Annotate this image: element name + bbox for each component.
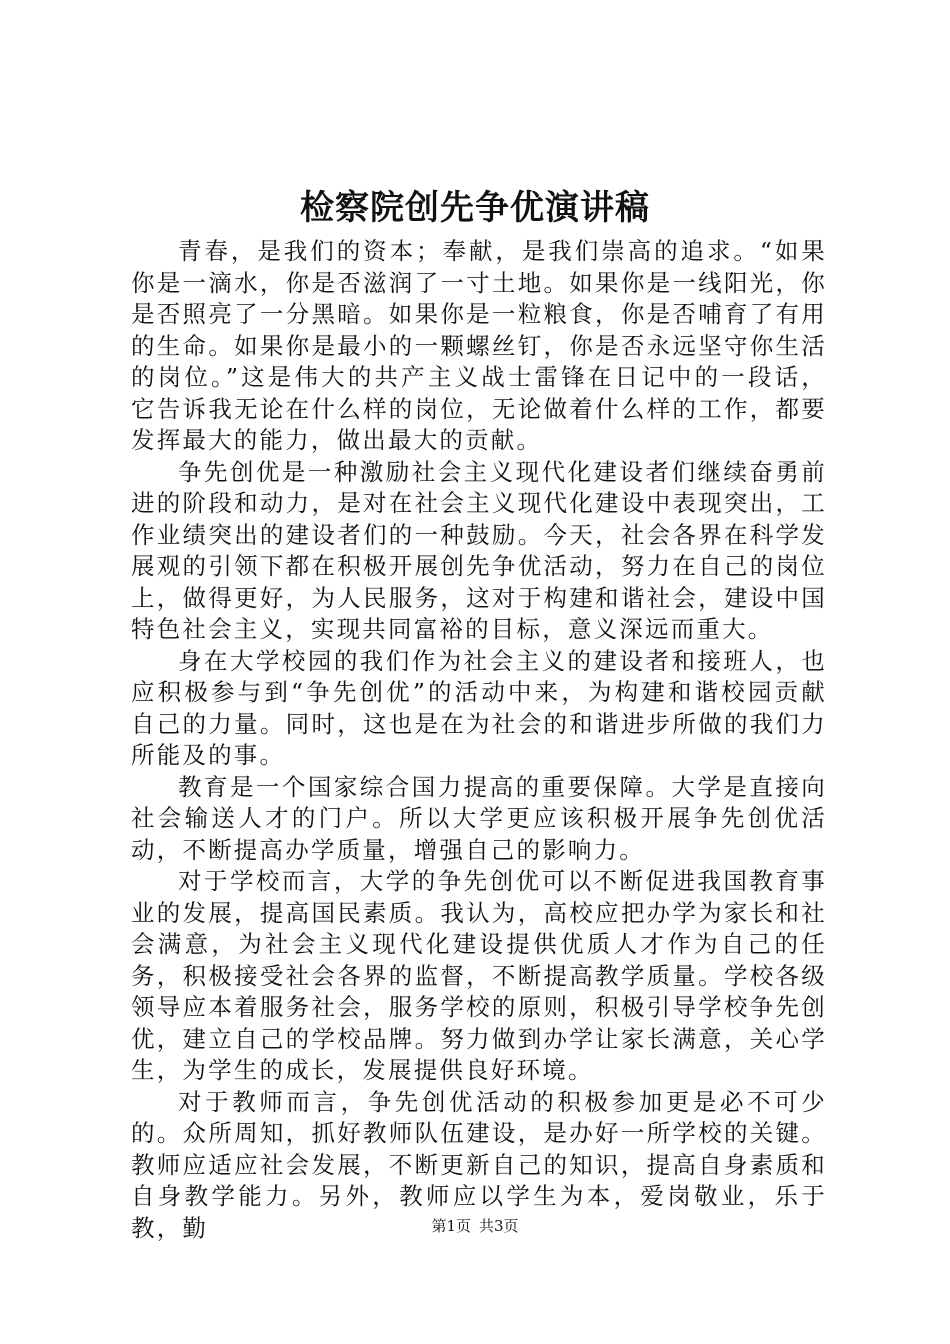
page-number: 第1页 — [431, 1217, 471, 1235]
document-title: 检察院创先争优演讲稿 — [300, 188, 650, 228]
paragraph: 教育是一个国家综合国力提高的重要保障。大学是直接向社会输送人才的门户。所以大学更应该积极开展争先创优活动，不断提高办学质量，增强自己的影响力。 — [131, 772, 827, 864]
page-total: 共3页 — [479, 1217, 519, 1235]
paragraph: 对于教师而言，争先创优活动的积极参加更是必不可少的。众所周知，抓好教师队伍建设，是办好一所学校的关键。教师应适应社会发展，不断更新自己的知识，提高自身素质和自身教学能力。另外，教师应以学生为本，爱岗敬业，乐于教，勤 — [131, 1087, 827, 1242]
paragraph: 争先创优是一种激励社会主义现代化建设者们继续奋勇前进的阶段和动力，是对在社会主义现代化建设中表现突出，工作业绩突出的建设者们的一种鼓励。今天，社会各界在科学发展观的引领下都在积极开展创先争优活动，努力在自己的岗位上，做得更好，为人民服务，这对于构建和谐社会，建设中国特色社会主义，实现共同富裕的目标，意义深远而重大。 — [131, 457, 827, 643]
document-body — [131, 236, 827, 1244]
paragraph: 青春，是我们的资本；奉献，是我们崇高的追求。“如果你是一滴水，你是否滋润了一寸土地。如果你是一线阳光，你是否照亮了一分黑暗。如果你是一粒粮食，你是否哺育了有用的生命。如果你是最小的一颗螺丝钉，你是否永远坚守你生活的岗位。”这是伟大的共产主义战士雷锋在日记中的一段话，它告诉我无论在什么样的岗位，无论做着什么样的工作，都要发挥最大的能力，做出最大的贡献。 — [131, 237, 827, 454]
paragraph: 身在大学校园的我们作为社会主义的建设者和接班人，也应积极参与到“争先创优”的活动中来，为构建和谐校园贡献自己的力量。同时，这也是在为社会的和谐进步所做的我们力所能及的事。 — [131, 646, 827, 769]
page-footer — [0, 1216, 950, 1236]
paragraph: 对于学校而言，大学的争先创优可以不断促进我国教育事业的发展，提高国民素质。我认为，高校应把办学为家长和社会满意，为社会主义现代化建设提供优质人才作为自己的任务，积极接受社会各界的监督，不断提高教学质量。学校各级领导应本着服务社会，服务学校的原则，积极引导学校争先创优，建立自己的学校品牌。努力做到办学让家长满意，关心学生，为学生的成长，发展提供良好环境。 — [131, 867, 827, 1084]
